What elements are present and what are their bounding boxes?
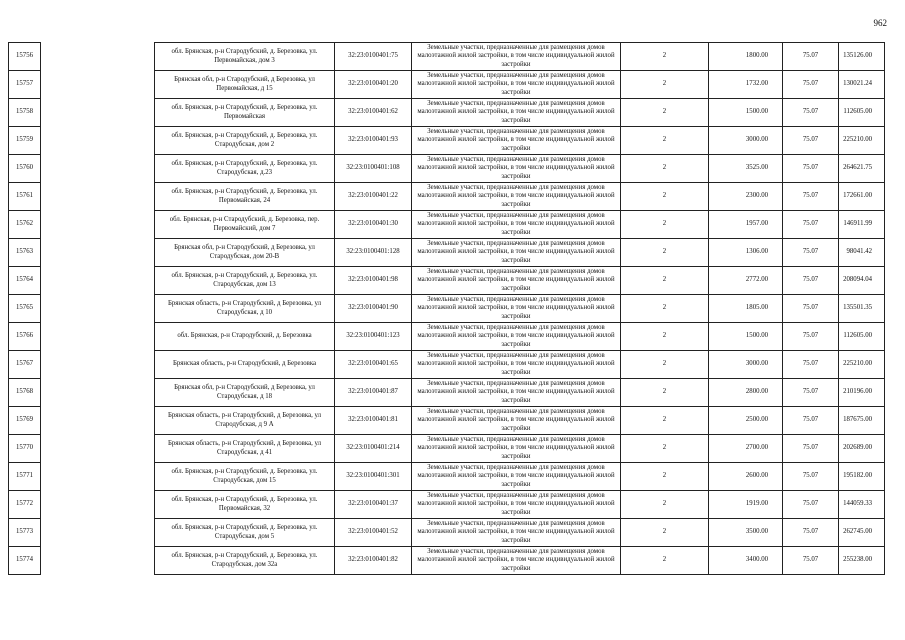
rate-cell: 75.07 <box>783 127 839 155</box>
rate-cell: 75.07 <box>783 491 839 519</box>
row-number: 15758 <box>9 99 41 127</box>
address-cell: обл. Брянская, р-н Стародубский, д. Березовка <box>155 323 335 351</box>
table-row <box>9 491 885 519</box>
row-number: 15757 <box>9 71 41 99</box>
cadastral-number-cell: 32:23:0100401:65 <box>335 351 412 379</box>
rate-cell: 75.07 <box>783 239 839 267</box>
spacer-cell <box>41 239 155 267</box>
cadastral-number-cell: 32:23:0100401:301 <box>335 463 412 491</box>
cadastral-number-cell: 32:23:0100401:37 <box>335 491 412 519</box>
row-number: 15763 <box>9 239 41 267</box>
category-cell: 2 <box>621 491 709 519</box>
land-use-purpose-cell: Земельные участки, предназначенные для размещения домов малоэтажной жилой застройки, в том числе индивидуальной жилой застройки <box>412 463 621 491</box>
address-cell: обл. Брянская, р-н Стародубский, д. Березовка, ул. Первомайская, 24 <box>155 183 335 211</box>
cadastral-value-cell: 172661.00 <box>839 183 885 211</box>
address-cell: обл. Брянская, р-н Стародубский, д. Березовка, пер. Первомайский, дом 7 <box>155 211 335 239</box>
table-row <box>9 267 885 295</box>
cadastral-number-cell: 32:23:0100401:98 <box>335 267 412 295</box>
table-row <box>9 519 885 547</box>
land-use-purpose-cell: Земельные участки, предназначенные для размещения домов малоэтажной жилой застройки, в том числе индивидуальной жилой застройки <box>412 547 621 575</box>
spacer-cell <box>41 183 155 211</box>
row-number: 15768 <box>9 379 41 407</box>
address-cell: обл. Брянская, р-н Стародубский, д. Березовка, ул. Стародубская, дом 5 <box>155 519 335 547</box>
cadastral-value-cell: 130021.24 <box>839 71 885 99</box>
rate-cell: 75.07 <box>783 267 839 295</box>
area-cell: 3500.00 <box>709 519 783 547</box>
category-cell: 2 <box>621 267 709 295</box>
row-number: 15774 <box>9 547 41 575</box>
land-use-purpose-cell: Земельные участки, предназначенные для размещения домов малоэтажной жилой застройки, в том числе индивидуальной жилой застройки <box>412 379 621 407</box>
category-cell: 2 <box>621 155 709 183</box>
category-cell: 2 <box>621 351 709 379</box>
land-use-purpose-cell: Земельные участки, предназначенные для размещения домов малоэтажной жилой застройки, в том числе индивидуальной жилой застройки <box>412 43 621 71</box>
table-row <box>9 463 885 491</box>
category-cell: 2 <box>621 211 709 239</box>
rate-cell: 75.07 <box>783 211 839 239</box>
row-number: 15772 <box>9 491 41 519</box>
rate-cell: 75.07 <box>783 379 839 407</box>
land-use-purpose-cell: Земельные участки, предназначенные для размещения домов малоэтажной жилой застройки, в том числе индивидуальной жилой застройки <box>412 211 621 239</box>
table-row <box>9 71 885 99</box>
area-cell: 2772.00 <box>709 267 783 295</box>
land-use-purpose-cell: Земельные участки, предназначенные для размещения домов малоэтажной жилой застройки, в том числе индивидуальной жилой застройки <box>412 239 621 267</box>
table-row <box>9 127 885 155</box>
area-cell: 3400.00 <box>709 547 783 575</box>
spacer-cell <box>41 43 155 71</box>
address-cell: обл. Брянская, р-н Стародубский, д. Березовка, ул. Стародубская, дом 2 <box>155 127 335 155</box>
rate-cell: 75.07 <box>783 71 839 99</box>
rate-cell: 75.07 <box>783 183 839 211</box>
area-cell: 2700.00 <box>709 435 783 463</box>
cadastral-number-cell: 32:23:0100401:93 <box>335 127 412 155</box>
cadastral-value-cell: 146911.99 <box>839 211 885 239</box>
cadastral-value-cell: 208094.04 <box>839 267 885 295</box>
category-cell: 2 <box>621 183 709 211</box>
address-cell: Брянская область, р-н Стародубский, д Березовка, ул Стародубская, д 10 <box>155 295 335 323</box>
land-use-purpose-cell: Земельные участки, предназначенные для размещения домов малоэтажной жилой застройки, в том числе индивидуальной жилой застройки <box>412 519 621 547</box>
area-cell: 1732.00 <box>709 71 783 99</box>
rate-cell: 75.07 <box>783 407 839 435</box>
spacer-cell <box>41 463 155 491</box>
row-number: 15764 <box>9 267 41 295</box>
cadastral-number-cell: 32:23:0100401:214 <box>335 435 412 463</box>
rate-cell: 75.07 <box>783 519 839 547</box>
table-row <box>9 351 885 379</box>
cadastral-value-cell: 135501.35 <box>839 295 885 323</box>
address-cell: Брянская обл, р-н Стародубский, д Березовка, ул Стародубская, д 18 <box>155 379 335 407</box>
table-row <box>9 379 885 407</box>
address-cell: обл. Брянская, р-н Стародубский, д. Березовка, ул. Стародубская, дом 15 <box>155 463 335 491</box>
address-cell: Брянская область, р-н Стародубский, д Березовка <box>155 351 335 379</box>
spacer-cell <box>41 211 155 239</box>
area-cell: 3525.00 <box>709 155 783 183</box>
cadastral-number-cell: 32:23:0100401:90 <box>335 295 412 323</box>
category-cell: 2 <box>621 463 709 491</box>
table-row <box>9 183 885 211</box>
table-body <box>9 43 885 575</box>
row-number: 15767 <box>9 351 41 379</box>
land-use-purpose-cell: Земельные участки, предназначенные для размещения домов малоэтажной жилой застройки, в том числе индивидуальной жилой застройки <box>412 351 621 379</box>
category-cell: 2 <box>621 43 709 71</box>
cadastral-value-cell: 187675.00 <box>839 407 885 435</box>
rate-cell: 75.07 <box>783 99 839 127</box>
rate-cell: 75.07 <box>783 463 839 491</box>
area-cell: 1919.00 <box>709 491 783 519</box>
cadastral-number-cell: 32:23:0100401:62 <box>335 99 412 127</box>
cadastral-value-cell: 144059.33 <box>839 491 885 519</box>
area-cell: 2600.00 <box>709 463 783 491</box>
cadastral-value-cell: 112605.00 <box>839 99 885 127</box>
table-row <box>9 547 885 575</box>
row-number: 15769 <box>9 407 41 435</box>
row-number: 15756 <box>9 43 41 71</box>
area-cell: 1306.00 <box>709 239 783 267</box>
spacer-cell <box>41 127 155 155</box>
spacer-cell <box>41 547 155 575</box>
cadastral-value-cell: 225210.00 <box>839 351 885 379</box>
address-cell: Брянская область, р-н Стародубский, д Березовка, ул Стародубская, д 41 <box>155 435 335 463</box>
address-cell: обл. Брянская, р-н Стародубский, д. Березовка, ул. Первомайская, 32 <box>155 491 335 519</box>
address-cell: Брянская обл, р-н Стародубский, д Березовка, ул Первомайская, д 15 <box>155 71 335 99</box>
cadastral-value-cell: 262745.00 <box>839 519 885 547</box>
category-cell: 2 <box>621 99 709 127</box>
cadastral-value-cell: 195182.00 <box>839 463 885 491</box>
spacer-cell <box>41 519 155 547</box>
spacer-cell <box>41 407 155 435</box>
cadastral-value-cell: 202689.00 <box>839 435 885 463</box>
category-cell: 2 <box>621 127 709 155</box>
spacer-cell <box>41 155 155 183</box>
cadastral-value-cell: 225210.00 <box>839 127 885 155</box>
cadastral-value-cell: 210196.00 <box>839 379 885 407</box>
land-use-purpose-cell: Земельные участки, предназначенные для размещения домов малоэтажной жилой застройки, в том числе индивидуальной жилой застройки <box>412 407 621 435</box>
cadastral-value-cell: 264621.75 <box>839 155 885 183</box>
cadastral-number-cell: 32:23:0100401:123 <box>335 323 412 351</box>
row-number: 15762 <box>9 211 41 239</box>
address-cell: обл. Брянская, р-н Стародубский, д. Березовка, ул. Первомайская, дом 3 <box>155 43 335 71</box>
cadastral-value-cell: 112605.00 <box>839 323 885 351</box>
spacer-cell <box>41 99 155 127</box>
page-number: 962 <box>873 18 887 28</box>
land-use-purpose-cell: Земельные участки, предназначенные для размещения домов малоэтажной жилой застройки, в том числе индивидуальной жилой застройки <box>412 435 621 463</box>
table-row <box>9 211 885 239</box>
category-cell: 2 <box>621 519 709 547</box>
spacer-cell <box>41 351 155 379</box>
table-row <box>9 99 885 127</box>
address-cell: Брянская обл, р-н Стародубский, д Березовка, ул Стародубская, дом 20-В <box>155 239 335 267</box>
land-use-purpose-cell: Земельные участки, предназначенные для размещения домов малоэтажной жилой застройки, в том числе индивидуальной жилой застройки <box>412 127 621 155</box>
land-use-purpose-cell: Земельные участки, предназначенные для размещения домов малоэтажной жилой застройки, в том числе индивидуальной жилой застройки <box>412 71 621 99</box>
area-cell: 3000.00 <box>709 127 783 155</box>
land-use-purpose-cell: Земельные участки, предназначенные для размещения домов малоэтажной жилой застройки, в том числе индивидуальной жилой застройки <box>412 155 621 183</box>
rate-cell: 75.07 <box>783 295 839 323</box>
rate-cell: 75.07 <box>783 435 839 463</box>
spacer-cell <box>41 323 155 351</box>
table-row <box>9 435 885 463</box>
spacer-cell <box>41 71 155 99</box>
table-row <box>9 295 885 323</box>
cadastral-number-cell: 32:23:0100401:75 <box>335 43 412 71</box>
cadastral-number-cell: 32:23:0100401:81 <box>335 407 412 435</box>
row-number: 15761 <box>9 183 41 211</box>
spacer-cell <box>41 491 155 519</box>
area-cell: 1800.00 <box>709 43 783 71</box>
cadastral-value-cell: 135126.00 <box>839 43 885 71</box>
row-number: 15759 <box>9 127 41 155</box>
category-cell: 2 <box>621 407 709 435</box>
spacer-cell <box>41 435 155 463</box>
category-cell: 2 <box>621 323 709 351</box>
land-use-purpose-cell: Земельные участки, предназначенные для размещения домов малоэтажной жилой застройки, в том числе индивидуальной жилой застройки <box>412 323 621 351</box>
address-cell: обл. Брянская, р-н Стародубский, д. Березовка, ул. Стародубская, дом 32а <box>155 547 335 575</box>
address-cell: обл. Брянская, р-н Стародубский, д. Березовка, ул. Стародубская, д.23 <box>155 155 335 183</box>
cadastral-number-cell: 32:23:0100401:128 <box>335 239 412 267</box>
area-cell: 2500.00 <box>709 407 783 435</box>
area-cell: 2800.00 <box>709 379 783 407</box>
cadastral-number-cell: 32:23:0100401:52 <box>335 519 412 547</box>
land-use-purpose-cell: Земельные участки, предназначенные для размещения домов малоэтажной жилой застройки, в том числе индивидуальной жилой застройки <box>412 491 621 519</box>
row-number: 15766 <box>9 323 41 351</box>
category-cell: 2 <box>621 239 709 267</box>
spacer-cell <box>41 295 155 323</box>
address-cell: обл. Брянская, р-н Стародубский, д. Березовка, ул. Первомайская <box>155 99 335 127</box>
land-use-purpose-cell: Земельные участки, предназначенные для размещения домов малоэтажной жилой застройки, в том числе индивидуальной жилой застройки <box>412 183 621 211</box>
spacer-cell <box>41 267 155 295</box>
area-cell: 3000.00 <box>709 351 783 379</box>
cadastral-number-cell: 32:23:0100401:82 <box>335 547 412 575</box>
cadastral-value-cell: 98041.42 <box>839 239 885 267</box>
table-row <box>9 155 885 183</box>
cadastral-number-cell: 32:23:0100401:108 <box>335 155 412 183</box>
area-cell: 1957.00 <box>709 211 783 239</box>
address-cell: Брянская область, р-н Стародубский, д Березовка, ул Стародубская, д 9 А <box>155 407 335 435</box>
rate-cell: 75.07 <box>783 351 839 379</box>
table-row <box>9 239 885 267</box>
area-cell: 1500.00 <box>709 323 783 351</box>
category-cell: 2 <box>621 435 709 463</box>
cadastral-number-cell: 32:23:0100401:87 <box>335 379 412 407</box>
category-cell: 2 <box>621 71 709 99</box>
cadastral-number-cell: 32:23:0100401:20 <box>335 71 412 99</box>
area-cell: 1500.00 <box>709 99 783 127</box>
rate-cell: 75.07 <box>783 323 839 351</box>
row-number: 15760 <box>9 155 41 183</box>
row-number: 15773 <box>9 519 41 547</box>
row-number: 15765 <box>9 295 41 323</box>
cadastral-value-cell: 255238.00 <box>839 547 885 575</box>
spacer-cell <box>41 379 155 407</box>
category-cell: 2 <box>621 547 709 575</box>
area-cell: 1805.00 <box>709 295 783 323</box>
row-number: 15771 <box>9 463 41 491</box>
land-use-purpose-cell: Земельные участки, предназначенные для размещения домов малоэтажной жилой застройки, в том числе индивидуальной жилой застройки <box>412 295 621 323</box>
rate-cell: 75.07 <box>783 155 839 183</box>
table-row <box>9 43 885 71</box>
rate-cell: 75.07 <box>783 43 839 71</box>
area-cell: 2300.00 <box>709 183 783 211</box>
cadastral-value-table <box>8 42 885 575</box>
land-use-purpose-cell: Земельные участки, предназначенные для размещения домов малоэтажной жилой застройки, в том числе индивидуальной жилой застройки <box>412 267 621 295</box>
table-row <box>9 407 885 435</box>
category-cell: 2 <box>621 379 709 407</box>
category-cell: 2 <box>621 295 709 323</box>
table-row <box>9 323 885 351</box>
row-number: 15770 <box>9 435 41 463</box>
rate-cell: 75.07 <box>783 547 839 575</box>
address-cell: обл. Брянская, р-н Стародубский, д. Березовка, ул. Стародубская, дом 13 <box>155 267 335 295</box>
cadastral-number-cell: 32:23:0100401:30 <box>335 211 412 239</box>
land-use-purpose-cell: Земельные участки, предназначенные для размещения домов малоэтажной жилой застройки, в том числе индивидуальной жилой застройки <box>412 99 621 127</box>
cadastral-number-cell: 32:23:0100401:22 <box>335 183 412 211</box>
